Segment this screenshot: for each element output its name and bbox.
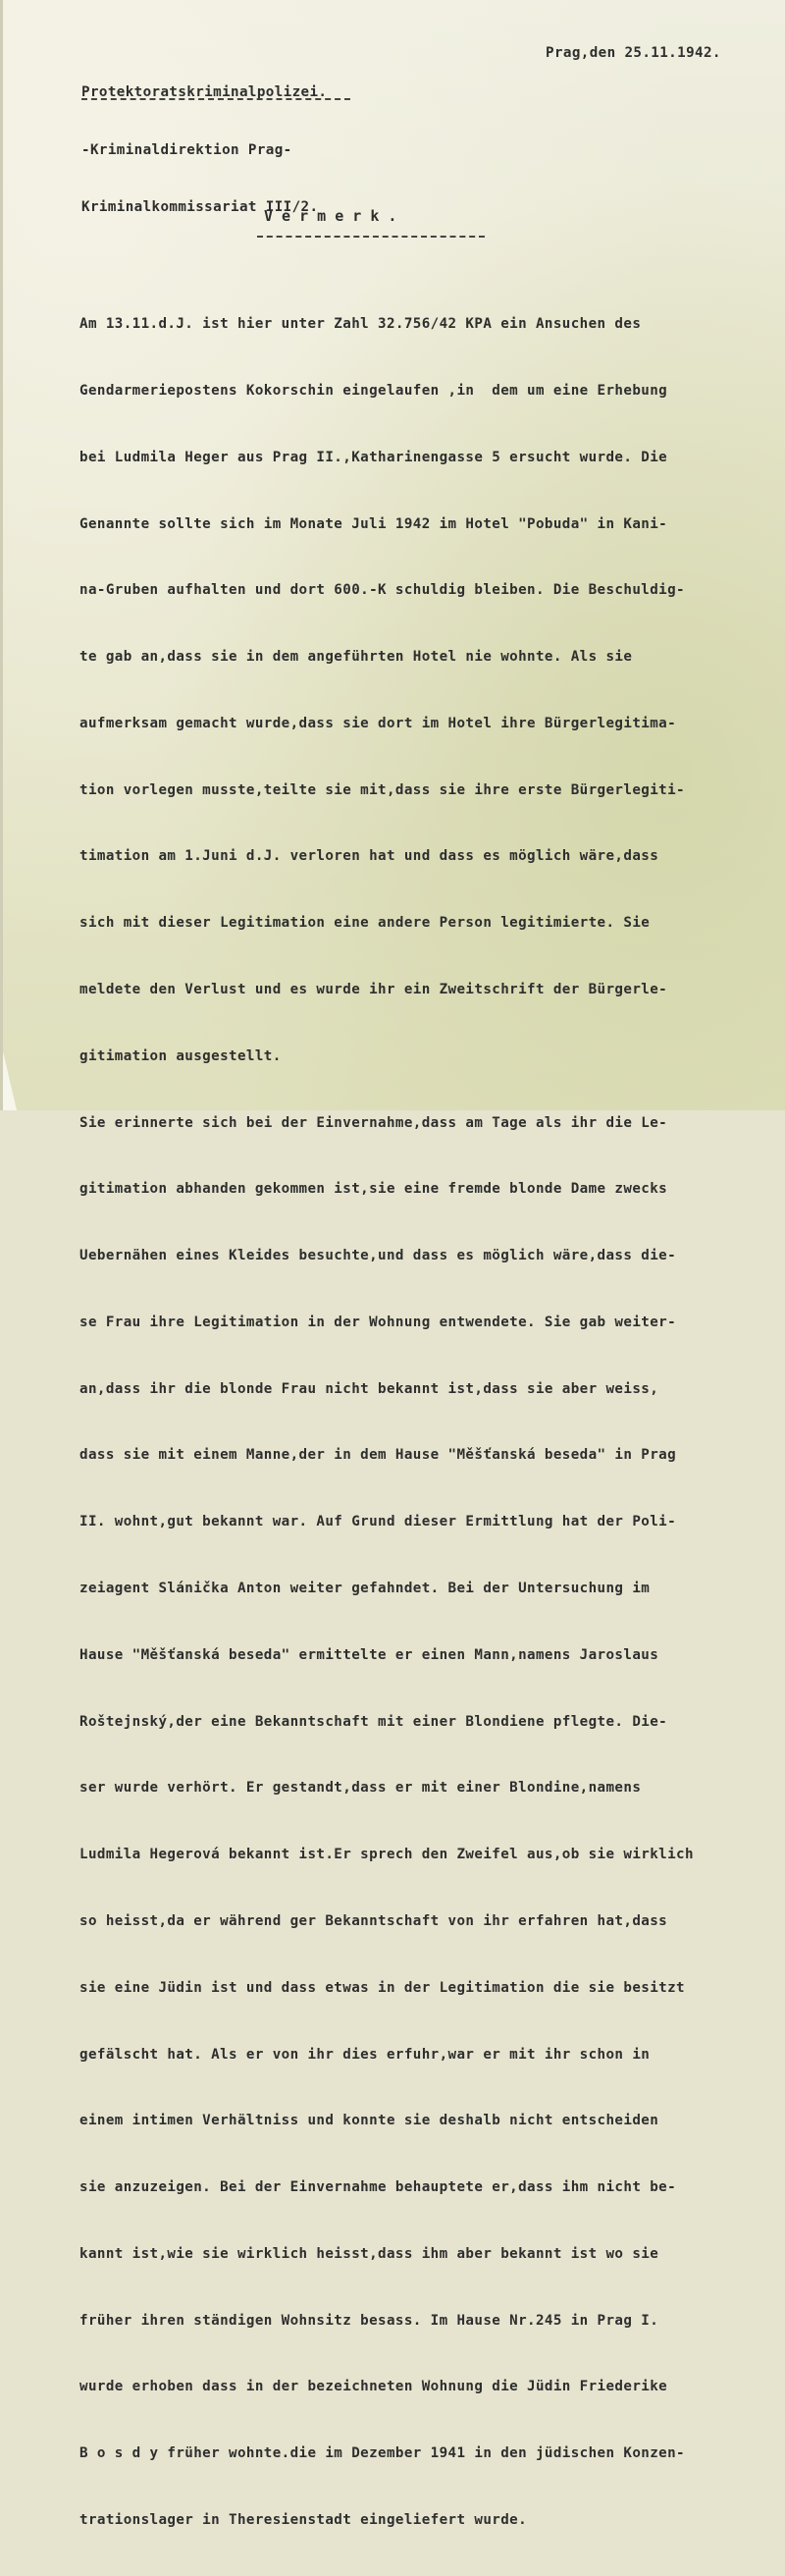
body-line: so heisst,da er während ger Bekanntschaft von ihr erfahren hat,dass xyxy=(79,1912,668,1929)
title-underline xyxy=(257,236,485,238)
body-line: zeiagent Slánička Anton weiter gefahndet. Bei der Untersuchung im xyxy=(79,1581,651,1597)
body-line: se Frau ihre Legitimation in der Wohnung entwendete. Sie gab weiter- xyxy=(79,1314,677,1330)
body-line: Roštejnský,der eine Bekanntschaft mit einer Blondiene pflegte. Die- xyxy=(79,1713,668,1730)
body-line: kannt ist,wie sie wirklich heisst,dass ihm aber bekannt ist wo sie xyxy=(79,2245,659,2262)
body-line: Ludmila Hegerová bekannt ist.Er sprech den Zweifel aus,ob sie wirklich xyxy=(79,1847,694,1863)
body-line: sie anzuzeigen. Bei der Einvernahme behauptete er,dass ihm nicht be- xyxy=(79,2179,677,2196)
body-line: Am 13.11.d.J. ist hier unter Zahl 32.756/42 KPA ein Ansuchen des xyxy=(79,316,642,333)
body-line: gefälscht hat. Als er von ihr dies erfuhr,war er mit ihr schon in xyxy=(79,2046,651,2063)
document-body xyxy=(79,269,694,2576)
body-line: na-Gruben aufhalten und dort 600.-K schuldig bleiben. Die Beschuldig- xyxy=(79,582,685,599)
header-line-3: Kriminalkommissariat III/2. xyxy=(81,199,319,215)
document-title: V e r m e r k . xyxy=(264,207,397,225)
body-line: meldete den Verlust und es wurde ihr ein Zweitschrift der Bürgerle- xyxy=(79,982,668,997)
body-line: Hause "Měšťanská beseda" ermittelte er einen Mann,namens Jaroslaus xyxy=(79,1646,659,1663)
body-line: gitimation ausgestellt. xyxy=(79,1047,282,1064)
body-line: früher ihren ständigen Wohnsitz besass. Im Hause Nr.245 in Prag I. xyxy=(79,2312,659,2329)
body-line: Genannte sollte sich im Monate Juli 1942 im Hotel "Pobuda" in Kani- xyxy=(79,515,668,532)
body-line: B o s d y früher wohnte.die im Dezember 1941 in den jüdischen Konzen- xyxy=(79,2445,685,2462)
body-line: sich mit dieser Legitimation eine andere Person legitimierte. Sie xyxy=(79,915,651,932)
page-corner-fold xyxy=(3,1051,17,1110)
body-line: tion vorlegen musste,teilte sie mit,dass sie ihre erste Bürgerlegiti- xyxy=(79,781,685,798)
body-line: Gendarmeriepostens Kokorschin eingelaufen ,in dem um eine Erhebung xyxy=(79,382,668,399)
body-line: wurde erhoben dass in der bezeichneten Wohnung die Jüdin Friederike xyxy=(79,2379,668,2395)
body-line: timation am 1.Juni d.J. verloren hat und dass es möglich wäre,dass xyxy=(79,848,659,865)
body-line: Sie erinnerte sich bei der Einvernahme,dass am Tage als ihr die Le- xyxy=(79,1114,668,1131)
header-line-1: Protektoratskriminalpolizei. xyxy=(81,84,328,100)
body-line: bei Ludmila Heger aus Prag II.,Katharinengasse 5 ersucht wurde. Die xyxy=(79,449,668,465)
body-line: Uebernähen eines Kleides besuchte,und dass es möglich wäre,dass die- xyxy=(79,1248,677,1264)
header-line-2: -Kriminaldirektion Prag- xyxy=(81,141,292,158)
header-date: Prag,den 25.11.1942. xyxy=(546,45,721,61)
body-line: II. wohnt,gut bekannt war. Auf Grund dieser Ermittlung hat der Poli- xyxy=(79,1514,677,1530)
body-line: te gab an,dass sie in dem angeführten Hotel nie wohnte. Als sie xyxy=(79,649,633,666)
body-line: trationslager in Theresienstadt eingeliefert wurde. xyxy=(79,2511,528,2528)
header-underline xyxy=(81,98,350,100)
body-line: ser wurde verhört. Er gestandt,dass er mit einer Blondine,namens xyxy=(79,1780,642,1797)
body-line: an,dass ihr die blonde Frau nicht bekannt ist,dass sie aber weiss, xyxy=(79,1380,659,1397)
body-line: gitimation abhanden gekommen ist,sie eine fremde blonde Dame zwecks xyxy=(79,1181,668,1198)
body-line: einem intimen Verhältniss und konnte sie deshalb nicht entscheiden xyxy=(79,2113,659,2129)
body-line: dass sie mit einem Manne,der in dem Hause "Měšťanská beseda" in Prag xyxy=(79,1447,677,1464)
body-line: aufmerksam gemacht wurde,dass sie dort im Hotel ihre Bürgerlegitima- xyxy=(79,715,677,731)
body-line: sie eine Jüdin ist und dass etwas in der Legitimation die sie besitzt xyxy=(79,1979,685,1996)
